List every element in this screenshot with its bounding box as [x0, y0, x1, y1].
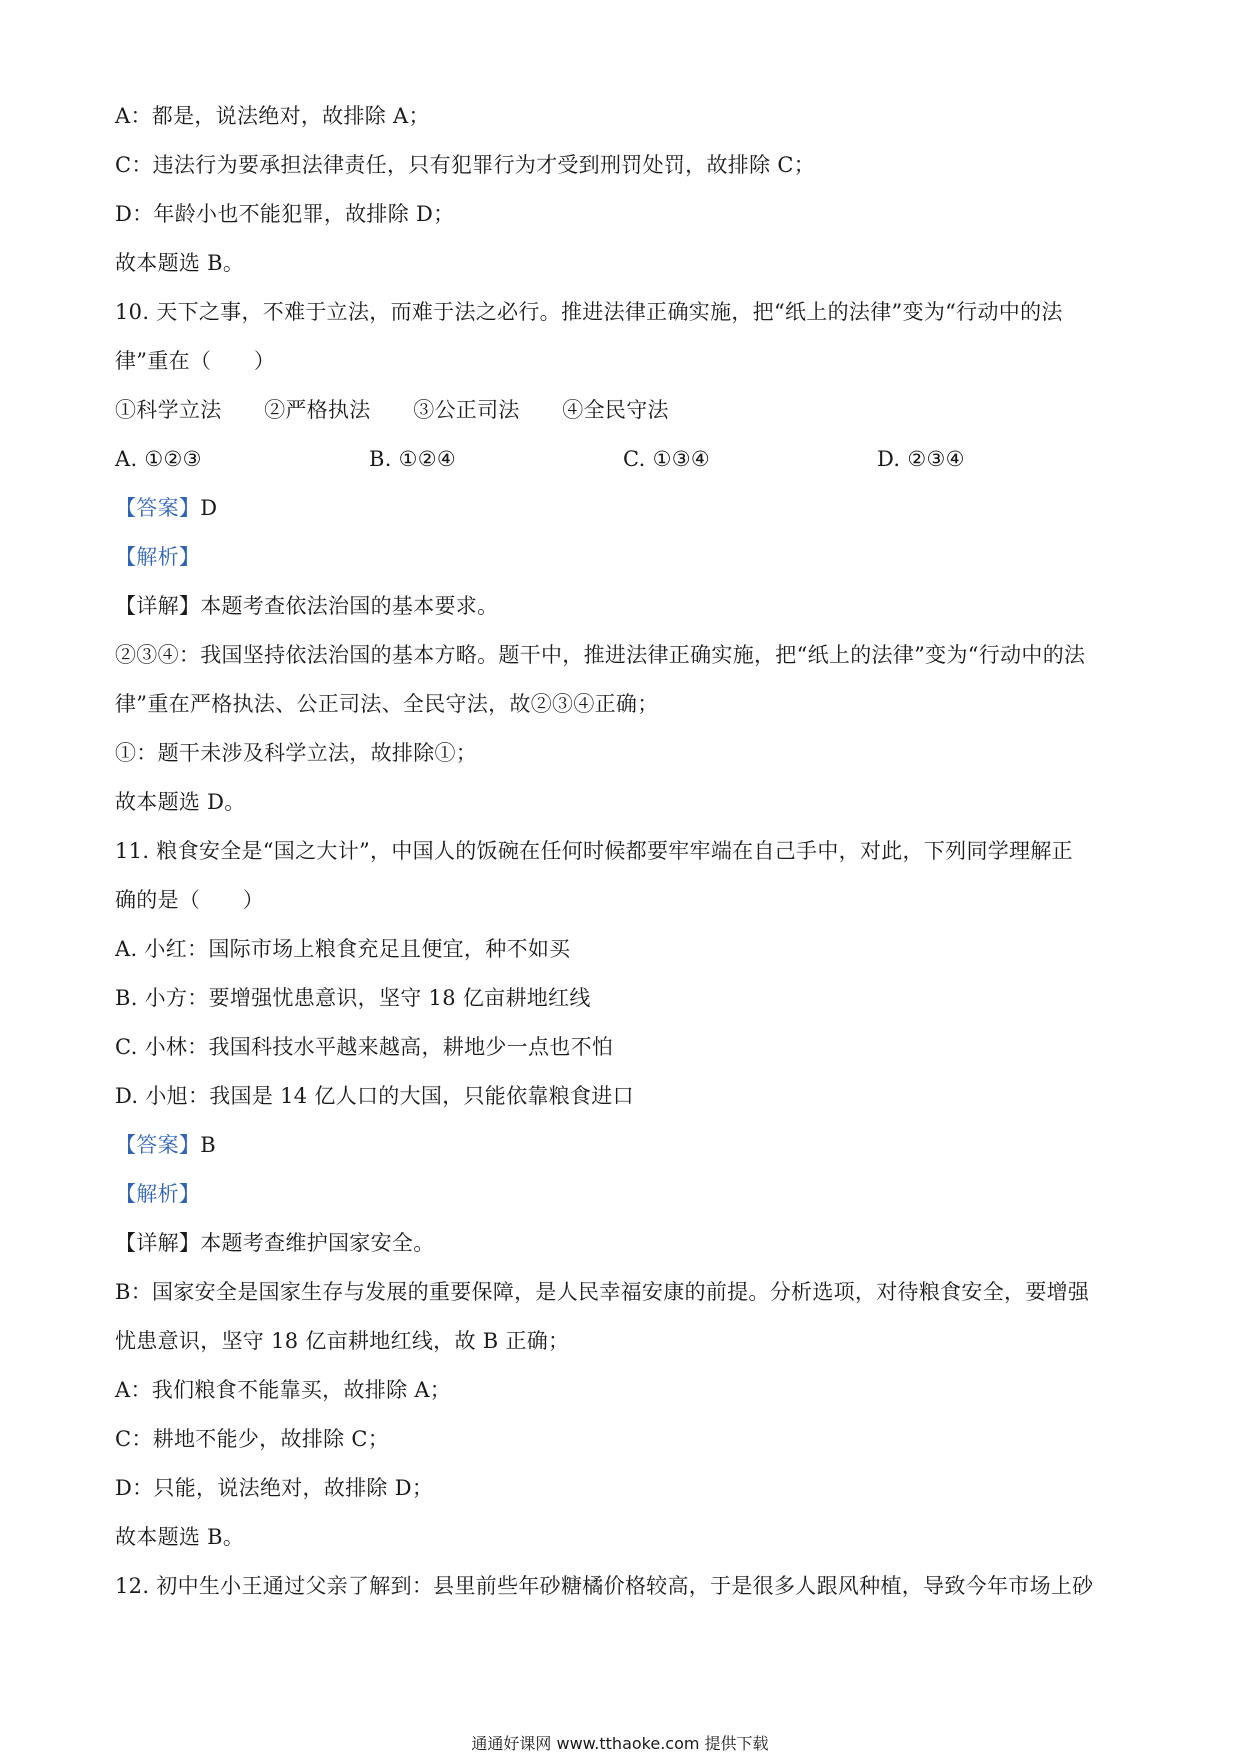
page-footer: 通通好课网 www.tthaoke.com 提供下载 — [471, 1734, 769, 1753]
question-11-stem: 11. 粮食安全是“国之大计”，中国人的饭碗在任何时候都要牢牢端在自己手中，对此，下列同学理解正 — [115, 839, 1073, 863]
text-line: 故本题选 B。 — [115, 251, 245, 275]
analysis-tag: 【解析】 — [115, 545, 201, 569]
text-line: D：年龄小也不能犯罪，故排除 D； — [115, 202, 455, 226]
detail-line: 故本题选 D。 — [115, 790, 246, 814]
detail-line: C：耕地不能少，故排除 C； — [115, 1427, 390, 1451]
option-a: A. 小红：国际市场上粮食充足且便宜，种不如买 — [115, 937, 571, 961]
option-c: C. 小林：我国科技水平越来越高，耕地少一点也不怕 — [115, 1035, 614, 1059]
option-d: D. ②③④ — [877, 447, 965, 471]
question-12-stem: 12. 初中生小王通过父亲了解到：县里前些年砂糖橘价格较高，于是很多人跟风种植，导致今年市场上砂 — [115, 1574, 1094, 1598]
detail-line: ②③④：我国坚持依法治国的基本方略。题干中，推进法律正确实施，把“纸上的法律”变为“行动中的法 — [115, 643, 1086, 667]
detail-line: D：只能，说法绝对，故排除 D； — [115, 1476, 434, 1500]
answer-line — [115, 493, 1125, 523]
option-d: D. 小旭：我国是 14 亿人口的大国，只能依靠粮食进口 — [115, 1084, 634, 1108]
text-line: C：违法行为要承担法律责任，只有犯罪行为才受到刑罚处罚，故排除 C； — [115, 153, 816, 177]
option-b: B. ①②④ — [369, 447, 457, 471]
answer-line — [115, 1130, 1125, 1160]
answer-value: B — [200, 1133, 216, 1157]
detail-line: A：我们粮食不能靠买，故排除 A； — [115, 1378, 452, 1402]
detail-line: B：国家安全是国家生存与发展的重要保障，是人民幸福安康的前提。分析选项，对待粮食安全，要增强 — [115, 1280, 1090, 1304]
detail-line: 【详解】本题考查维护国家安全。 — [115, 1231, 435, 1255]
question-10-statements: ①科学立法 ②严格执法 ③公正司法 ④全民守法 — [115, 398, 669, 422]
question-10-stem: 10. 天下之事，不难于立法，而难于法之必行。推进法律正确实施，把“纸上的法律”变为“行动中的法 — [115, 300, 1063, 324]
detail-line: 忧患意识，坚守 18 亿亩耕地红线，故 B 正确； — [115, 1329, 570, 1353]
question-11-stem-cont: 确的是（ ） — [115, 888, 265, 912]
text-line: A：都是，说法绝对，故排除 A； — [115, 104, 430, 128]
detail-line: ①：题干未涉及科学立法，故排除①； — [115, 741, 478, 765]
question-10-stem-cont: 律”重在（ ） — [115, 349, 276, 373]
detail-line: 【详解】本题考查依法治国的基本要求。 — [115, 594, 499, 618]
answer-tag: 【答案】 — [115, 496, 201, 520]
option-a: A. ①②③ — [115, 447, 202, 471]
answer-value: D — [200, 496, 218, 520]
option-b: B. 小方：要增强忧患意识，坚守 18 亿亩耕地红线 — [115, 986, 591, 1010]
answer-tag: 【答案】 — [115, 1133, 201, 1157]
option-c: C. ①③④ — [623, 447, 710, 471]
analysis-tag: 【解析】 — [115, 1182, 201, 1206]
detail-line: 故本题选 B。 — [115, 1525, 245, 1549]
detail-line: 律”重在严格执法、公正司法、全民守法，故②③④正确； — [115, 692, 659, 716]
